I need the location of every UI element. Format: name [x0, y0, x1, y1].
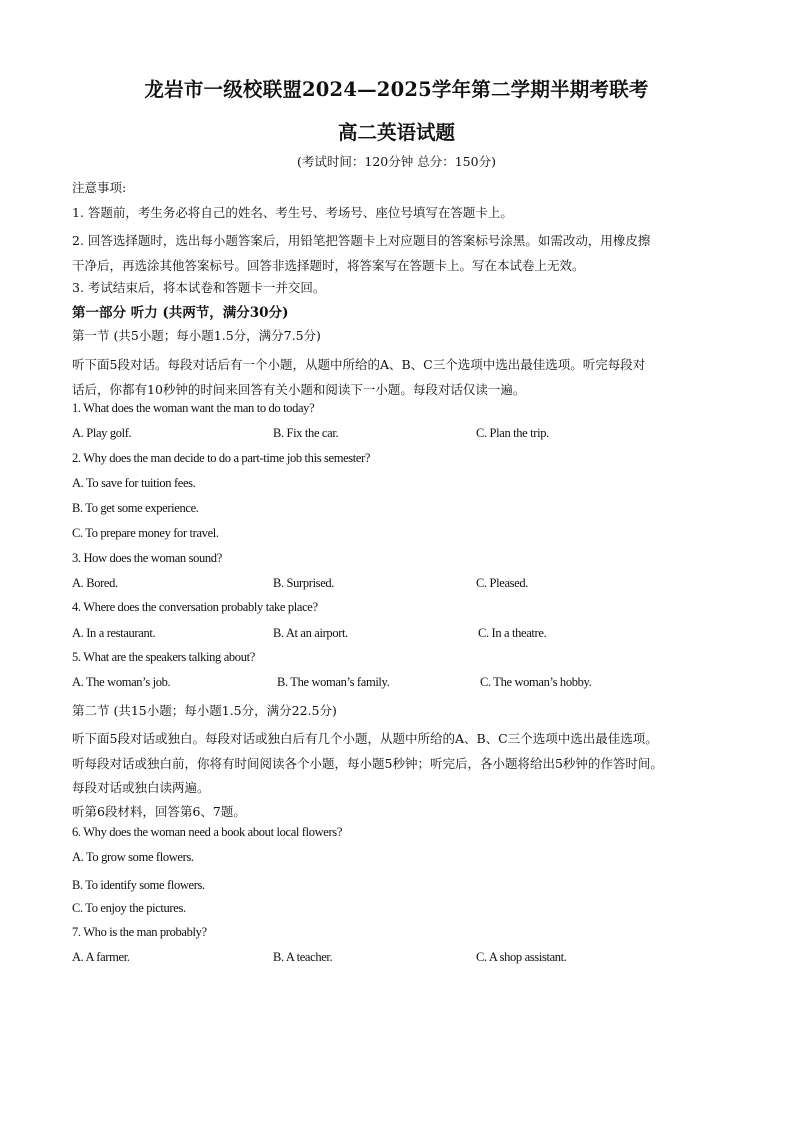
section2-instructions-2: 听每段对话或独白前，你将有时间阅读各个小题，每小题5秒钟；听完后，各小题将给出5秒钟的作答时间。: [72, 756, 663, 771]
question-4-option-b: B. At an airport.: [273, 626, 348, 640]
question-6-option-b: B. To identify some flowers.: [72, 878, 205, 892]
section1-instructions-1: 听下面5段对话。每段对话后有一个小题，从题中所给的A、B、C三个选项中选出最佳选项。听完每段对: [72, 357, 646, 372]
notice-item-3: 3. 考试结束后，将本试卷和答题卡一并交回。: [72, 280, 326, 295]
section2-instructions-1: 听下面5段对话或独白。每段对话或独白后有几个小题，从题中所给的A、B、C三个选项中选出最佳选项。: [72, 731, 658, 746]
exam-info: (考试时间：120分钟 总分：150分): [297, 154, 496, 169]
question-4-stem: 4. Where does the conversation probably take place?: [72, 600, 318, 614]
question-1-stem: 1. What does the woman want the man to do today?: [72, 401, 315, 415]
section2-heading: 第二节 (共15小题；每小题1.5分，满分22.5分): [72, 703, 337, 718]
question-4-option-c: C. In a theatre.: [478, 626, 547, 640]
notice-item-2: 2. 回答选择题时，选出每小题答案后，用铅笔把答题卡上对应题目的答案标号涂黑。如需改动，用橡皮擦: [72, 233, 651, 248]
question-6-option-a: A. To grow some flowers.: [72, 850, 194, 864]
question-5-option-b: B. The woman’s family.: [277, 675, 390, 689]
question-5-option-a: A. The woman’s job.: [72, 675, 171, 689]
material-note: 听第6段材料，回答第6、7题。: [72, 804, 246, 819]
notice-item-1: 1. 答题前，考生务必将自己的姓名、考生号、考场号、座位号填写在答题卡上。: [72, 205, 513, 220]
question-1-option-c: C. Plan the trip.: [476, 426, 549, 440]
question-2-option-a: A. To save for tuition fees.: [72, 476, 196, 490]
question-3-option-a: A. Bored.: [72, 576, 118, 590]
section1-instructions-2: 话后，你都有10秒钟的时间来回答有关小题和阅读下一小题。每段对话仅读一遍。: [72, 382, 526, 397]
question-1-option-a: A. Play golf.: [72, 426, 132, 440]
section1-heading: 第一节 (共5小题；每小题1.5分，满分7.5分): [72, 328, 321, 343]
question-7-option-b: B. A teacher.: [273, 950, 333, 964]
question-2-stem: 2. Why does the man decide to do a part-time job this semester?: [72, 451, 371, 465]
question-5-option-c: C. The woman’s hobby.: [480, 675, 592, 689]
part1-heading: 第一部分 听力 (共两节，满分30分): [72, 305, 289, 321]
question-7-option-c: C. A shop assistant.: [476, 950, 567, 964]
question-3-option-c: C. Pleased.: [476, 576, 529, 590]
question-4-option-a: A. In a restaurant.: [72, 626, 156, 640]
question-2-option-c: C. To prepare money for travel.: [72, 526, 219, 540]
question-7-option-a: A. A farmer.: [72, 950, 130, 964]
exam-title: 龙岩市一级校联盟2024—2025学年第二学期半期考联考: [144, 78, 649, 101]
question-5-stem: 5. What are the speakers talking about?: [72, 650, 255, 664]
question-6-stem: 6. Why does the woman need a book about local flowers?: [72, 825, 343, 839]
question-7-stem: 7. Who is the man probably?: [72, 925, 207, 939]
question-2-option-b: B. To get some experience.: [72, 501, 199, 515]
section2-instructions-3: 每段对话或独白读两遍。: [72, 780, 210, 795]
exam-subtitle: 高二英语试题: [337, 121, 455, 144]
question-3-stem: 3. How does the woman sound?: [72, 551, 222, 565]
notice-heading: 注意事项:: [72, 180, 127, 195]
notice-item-2-cont: 干净后，再选涂其他答案标号。回答非选择题时，将答案写在答题卡上。写在本试卷上无效。: [72, 258, 585, 273]
question-1-option-b: B. Fix the car.: [273, 426, 339, 440]
question-6-option-c: C. To enjoy the pictures.: [72, 901, 186, 915]
question-3-option-b: B. Surprised.: [273, 576, 335, 590]
